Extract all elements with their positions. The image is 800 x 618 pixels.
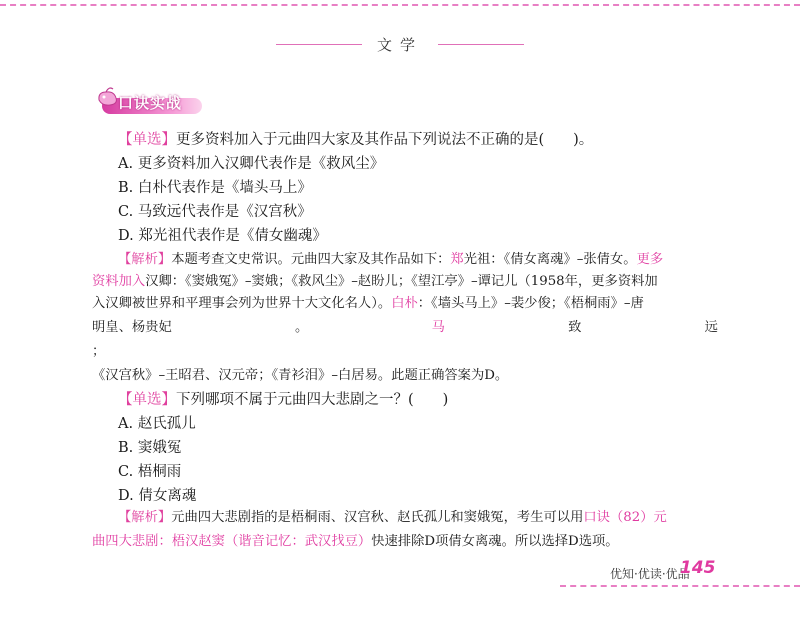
analysis-highlight: 郑 xyxy=(450,252,464,267)
q1-option-d: D. 郑光祖代表作是《倩女幽魂》 xyxy=(118,228,327,244)
q2-stem-line xyxy=(118,390,718,410)
q2-stem: 下列哪项不属于元曲四大悲剧之一？( ) xyxy=(176,392,449,408)
q2-analysis-tag: 【解析】 xyxy=(118,510,172,525)
analysis-text: 入汉卿被世界和平理事会列为世界十大文化名人）。 xyxy=(92,296,392,311)
q2-option-b: B. 窦娥冤 xyxy=(118,440,182,456)
analysis-text: 本题考查文史常识。元曲四大家及其作品如下： xyxy=(171,252,451,267)
page-header xyxy=(0,30,800,60)
q2-option-c: C. 梧桐雨 xyxy=(118,464,182,480)
q1-analysis-line-2 xyxy=(92,272,718,292)
q1-analysis-line-6: 《汉宫秋》–王昭君、汉元帝；《青衫泪》–白居易。此题正确答案为D。 xyxy=(92,368,509,383)
q2-option-a: A. 赵氏孤儿 xyxy=(118,416,196,432)
analysis-text: 。 xyxy=(295,320,309,335)
analysis-highlight: 马 xyxy=(431,320,445,335)
page-title: 文学 xyxy=(376,36,423,54)
analysis-text: 元曲四大悲剧指的是梧桐雨、汉宫秋、赵氏孤儿和窦娥冤，考生可以用 xyxy=(171,510,584,525)
analysis-highlight: 口诀（82）元 xyxy=(583,510,667,525)
section-badge xyxy=(82,86,212,122)
q1-option-a: A. 更多资料加入汉卿代表作是《救风尘》 xyxy=(118,156,385,172)
analysis-text: 远 xyxy=(704,320,718,335)
section-badge-label: 口诀实战 xyxy=(118,94,183,112)
footer-slogan: 优知·优读·优品 xyxy=(610,567,690,581)
analysis-text: 汉卿：《窦娥冤》–窦娥；《救风尘》–赵盼儿；《望江亭》–谭记儿（1958年，更多资料加 xyxy=(145,274,658,289)
header-rule-right xyxy=(438,44,524,45)
header-rule-left xyxy=(276,44,362,45)
analysis-highlight: 曲四大悲剧：梧汉赵窦（谐音记忆：武汉找豆） xyxy=(92,534,372,549)
q1-analysis-line-3 xyxy=(92,294,718,314)
q2-tag: 【单选】 xyxy=(118,392,176,408)
analysis-text: 光祖：《倩女离魂》–张倩女。 xyxy=(463,252,637,267)
q1-analysis-line-4 xyxy=(92,318,718,338)
q1-option-b: B. 白朴代表作是《墙头马上》 xyxy=(118,180,312,196)
analysis-text: ：《墙头马上》–裴少俊；《梧桐雨》–唐 xyxy=(417,296,644,311)
analysis-text: 明皇、杨贵妃 xyxy=(92,320,172,335)
analysis-highlight: 资料加入 xyxy=(92,274,146,289)
q2-option-d: D. 倩女离魂 xyxy=(118,488,197,504)
bottom-dashed-border xyxy=(560,585,800,587)
q1-tag: 【单选】 xyxy=(118,132,176,148)
analysis-text: 致 xyxy=(568,320,582,335)
q2-analysis-line-1 xyxy=(118,508,718,528)
q1-stem: 更多资料加入于元曲四大家及其作品下列说法不正确的是( )。 xyxy=(176,132,594,148)
q1-option-c: C. 马致远代表作是《汉宫秋》 xyxy=(118,204,312,220)
analysis-text: 快速排除D项倩女离魂。所以选择D选项。 xyxy=(371,534,619,549)
q1-stem-line xyxy=(118,130,718,150)
q2-analysis-line-2 xyxy=(92,532,718,552)
page-number: 145 xyxy=(680,558,716,578)
q1-analysis-line-5: ； xyxy=(92,344,106,359)
analysis-highlight: 更多 xyxy=(636,252,664,267)
top-dashed-border xyxy=(0,4,800,6)
analysis-highlight: 白朴 xyxy=(391,296,418,311)
q1-analysis-line-1 xyxy=(118,250,718,270)
q1-analysis-tag: 【解析】 xyxy=(118,252,172,267)
